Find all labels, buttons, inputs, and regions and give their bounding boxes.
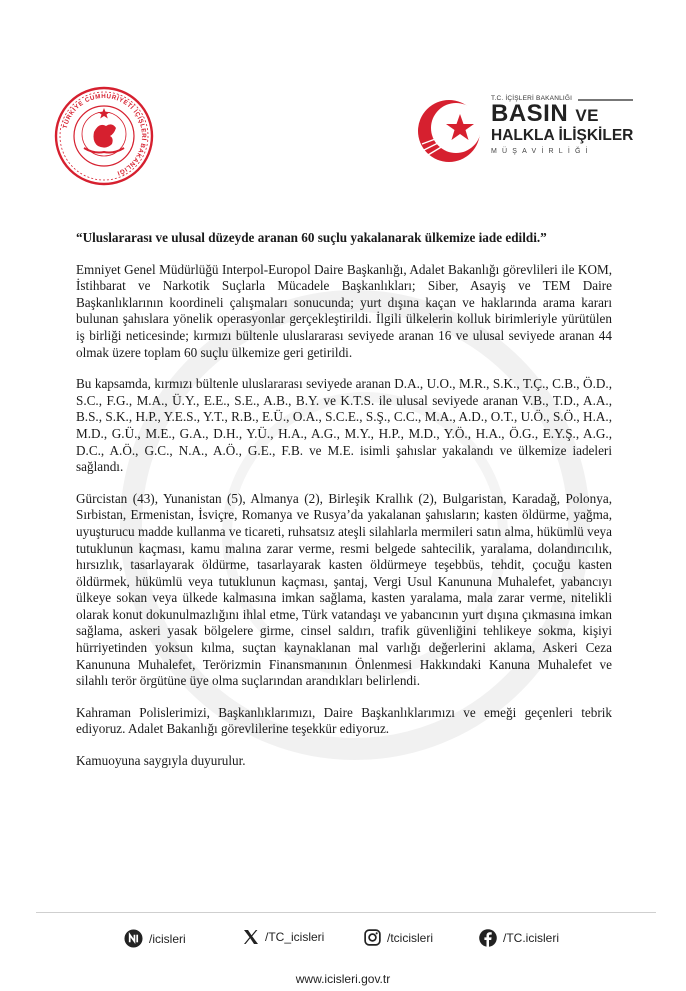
paragraph-names: Bu kapsamda, kırmızı bültenle uluslararası seviyede aranan D.A., U.O., M.R., S.K., T.Ç., C.B., Ö.D., S.C., F.G., M.A., Ü.Y., E.E., S.E., A.B., B.Y. ve K.T.S. ile ulusal seviyede aranan V.B., T.D., A.A., B.S., S.K., H.P., Y.E.S., Y.T., R.B., E.Ü., O.A., S.C.E., S.Ş., C.C., M.A., A.D., O.T., U.Ö., S.Ö., H.A., M.D., G.Ü., M.E., G.A., D.H., Y.Ü., H.A., A.G., M.Y., H.P., M.D., Y.Ö., H.A., Ö.G., E.Y.Ş., A.G., D.C., A.Ö., G.C., N.A., A.Ö., G.E., F.B. ve M.E. isimli şahıslar yakalandı ve ülkemize iadeleri sağlandı. <box>76 376 612 475</box>
brand-line1 <box>491 101 599 129</box>
social-instagram[interactable] <box>364 929 433 946</box>
social-nsosyal-label: /icisleri <box>149 931 186 946</box>
social-instagram-label: /tcicisleri <box>387 930 434 945</box>
brand-line2: HALKLA İLİŞKİLER <box>491 127 634 144</box>
social-facebook-label: /TC.icisleri <box>503 931 559 945</box>
ministry-seal-icon <box>54 86 154 186</box>
paragraph-closing: Kamuoyuna saygıyla duyurulur. <box>76 753 246 769</box>
social-nsosyal[interactable] <box>124 929 186 948</box>
brand-ve: VE <box>575 106 600 125</box>
brand-line3: MÜŞAVİRLİĞİ <box>491 148 593 155</box>
social-x[interactable] <box>243 929 324 945</box>
crescent-star-icon <box>416 98 482 164</box>
website-link[interactable]: www.icisleri.gov.tr <box>295 972 391 986</box>
press-release-title: “Uluslararası ve ulusal düzeyde aranan 60 suçlu yakalanarak ülkemize iade edildi.” <box>76 230 547 245</box>
social-x-label: /TC_icisleri <box>265 930 325 944</box>
brand-basin: BASIN <box>491 100 569 127</box>
brand-ministry-text: T.C. İÇİŞLERİ BAKANLIĞI <box>491 95 573 102</box>
brand-logo <box>416 93 636 163</box>
paragraph-countries-crimes: Gürcistan (43), Yunanistan (5), Almanya (2), Birleşik Krallık (2), Bulgaristan, Karadağ, Polonya, Sırbistan, Ermenistan, İsviçre, Romanya ve Rusya’da yakalanan şahısların; kasten öldürme, yağma, uyuşturucu madde kullanma ve ticareti, ruhsatsız ateşli silahlarla mermileri satın alma, hükümlü veya tutuklunun kaçması, kamu malına zarar verme, resmi belgede sahtecilik, yaralama, dolandırıcılık, hırsızlık, tasarlayarak öldürme, tasarlayarak kasten öldürmeye teşebbüs, tehdit, çocuğu kasten öldürmek, hükümlü veya tutuklunun kaçması, şantaj, Vergi Usul Kanununa Muhalefet, yabancıyı ülkeye sokan veya ülkede kalmasına imkan sağlama, kasten yaralama, mala zarar verme, nitelikli olarak konut dokunulmazlığını ihlal etme, Türk vatandaşı ve yabancının yurt dışına çıkmasına imkan sağlama, askeri yasak bölgelere girme, cinsel saldırı, trafik güvenliğini tehlikeye sokma, kişiyi hürriyetinden yoksun kılma, suçtan kaynaklanan mal varlığı değerlerini aklama, Askeri Ceza Kanununa Muhalefet, Terörizmin Finansmanının Önlenmesi Hakkındaki Kanuna Muhalefet ve silahlı terör örgütüne üye olma suçlarından arandıkları belirlendi. <box>76 490 612 689</box>
footer-divider <box>36 912 656 913</box>
facebook-icon <box>479 929 497 947</box>
press-release-body <box>76 230 612 785</box>
seal-text: TÜRKİYE CUMHURİYETİ İÇİŞLERİ BAKANLIĞI <box>61 92 148 177</box>
instagram-icon <box>364 929 381 946</box>
x-icon <box>243 929 259 945</box>
social-facebook[interactable] <box>479 929 559 947</box>
nsosyal-icon <box>124 929 143 948</box>
paragraph-congratulations: Kahraman Polislerimizi, Başkanlıklarımızı, Daire Başkanlıklarımızı ve emeği geçenleri tebrik ediyoruz. Adalet Bakanlığı görevlilerine teşekkür ediyoruz. <box>76 704 612 737</box>
paragraph-operation: Emniyet Genel Müdürlüğü Interpol-Europol Daire Başkanlığı, Adalet Bakanlığı görevlileri ile KOM, İstihbarat ve Narkotik Suçlarla Mücadele Başkanlıkları; Siber, Asayiş ve TEM Daire Başkanlıklarının koordineli çalışmaları sonucunda; yurt dışına kaçan ve haklarında arama kararı bulunan şahıslara yönelik operasyonlar gerçekleştirildi. İlgili ülkelerin kolluk birimleriyle yürütülen iş birliği neticesinde; kırmızı bültenle uluslararası seviyede aranan 16 ve ulusal seviyede aranan 44 olmak üzere toplam 60 suçlu ülkemize geri getirildi. <box>76 261 612 360</box>
